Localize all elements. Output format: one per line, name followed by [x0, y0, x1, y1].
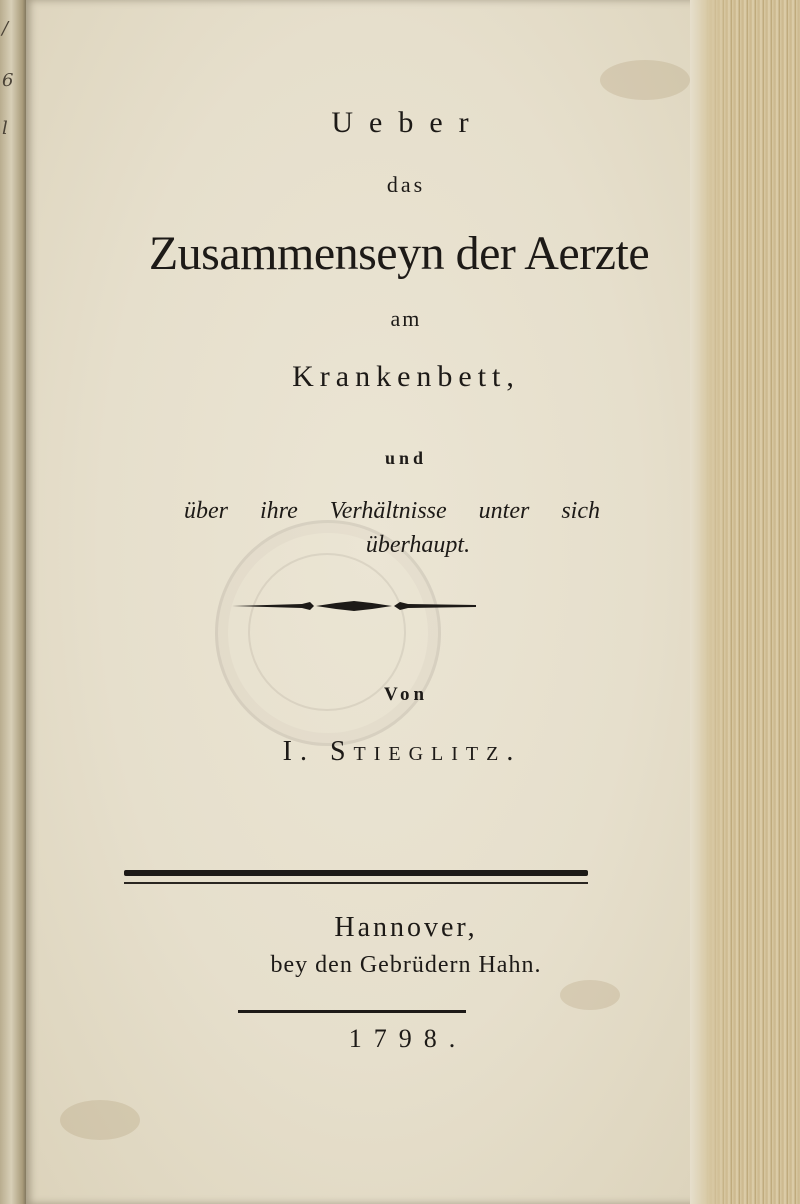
marginalia-mark: l: [2, 118, 8, 139]
ornamental-divider: [232, 598, 476, 614]
main-title: Zusammenseyn der Aerzte: [148, 227, 650, 280]
thick-rule: [124, 870, 588, 876]
marginalia-mark: /: [2, 18, 9, 39]
imprint-rule: [238, 1010, 466, 1013]
title-word-krankenbett: Krankenbett,: [292, 360, 520, 393]
title-word-ueber: Ueber: [331, 106, 485, 139]
imprint-year: 1798.: [348, 1024, 468, 1053]
foxing-stain: [600, 60, 690, 100]
subtitle-line-2: überhaupt.: [365, 532, 471, 558]
thin-rule: [124, 882, 588, 884]
imprint-place: Hannover,: [334, 912, 478, 943]
author-name: I. Stieglitz.: [282, 736, 522, 767]
foxing-stain: [60, 1100, 140, 1140]
byline-von: Von: [383, 684, 429, 705]
title-word-und: und: [384, 448, 428, 468]
foxing-stain: [560, 980, 620, 1010]
title-word-das: das: [386, 172, 426, 197]
title-word-am: am: [390, 306, 422, 331]
subtitle-line-1: über ihre Verhältnisse unter sich: [184, 498, 600, 524]
imprint-publisher: bey den Gebrüdern Hahn.: [270, 952, 542, 978]
marginalia-mark: 6: [2, 70, 14, 91]
